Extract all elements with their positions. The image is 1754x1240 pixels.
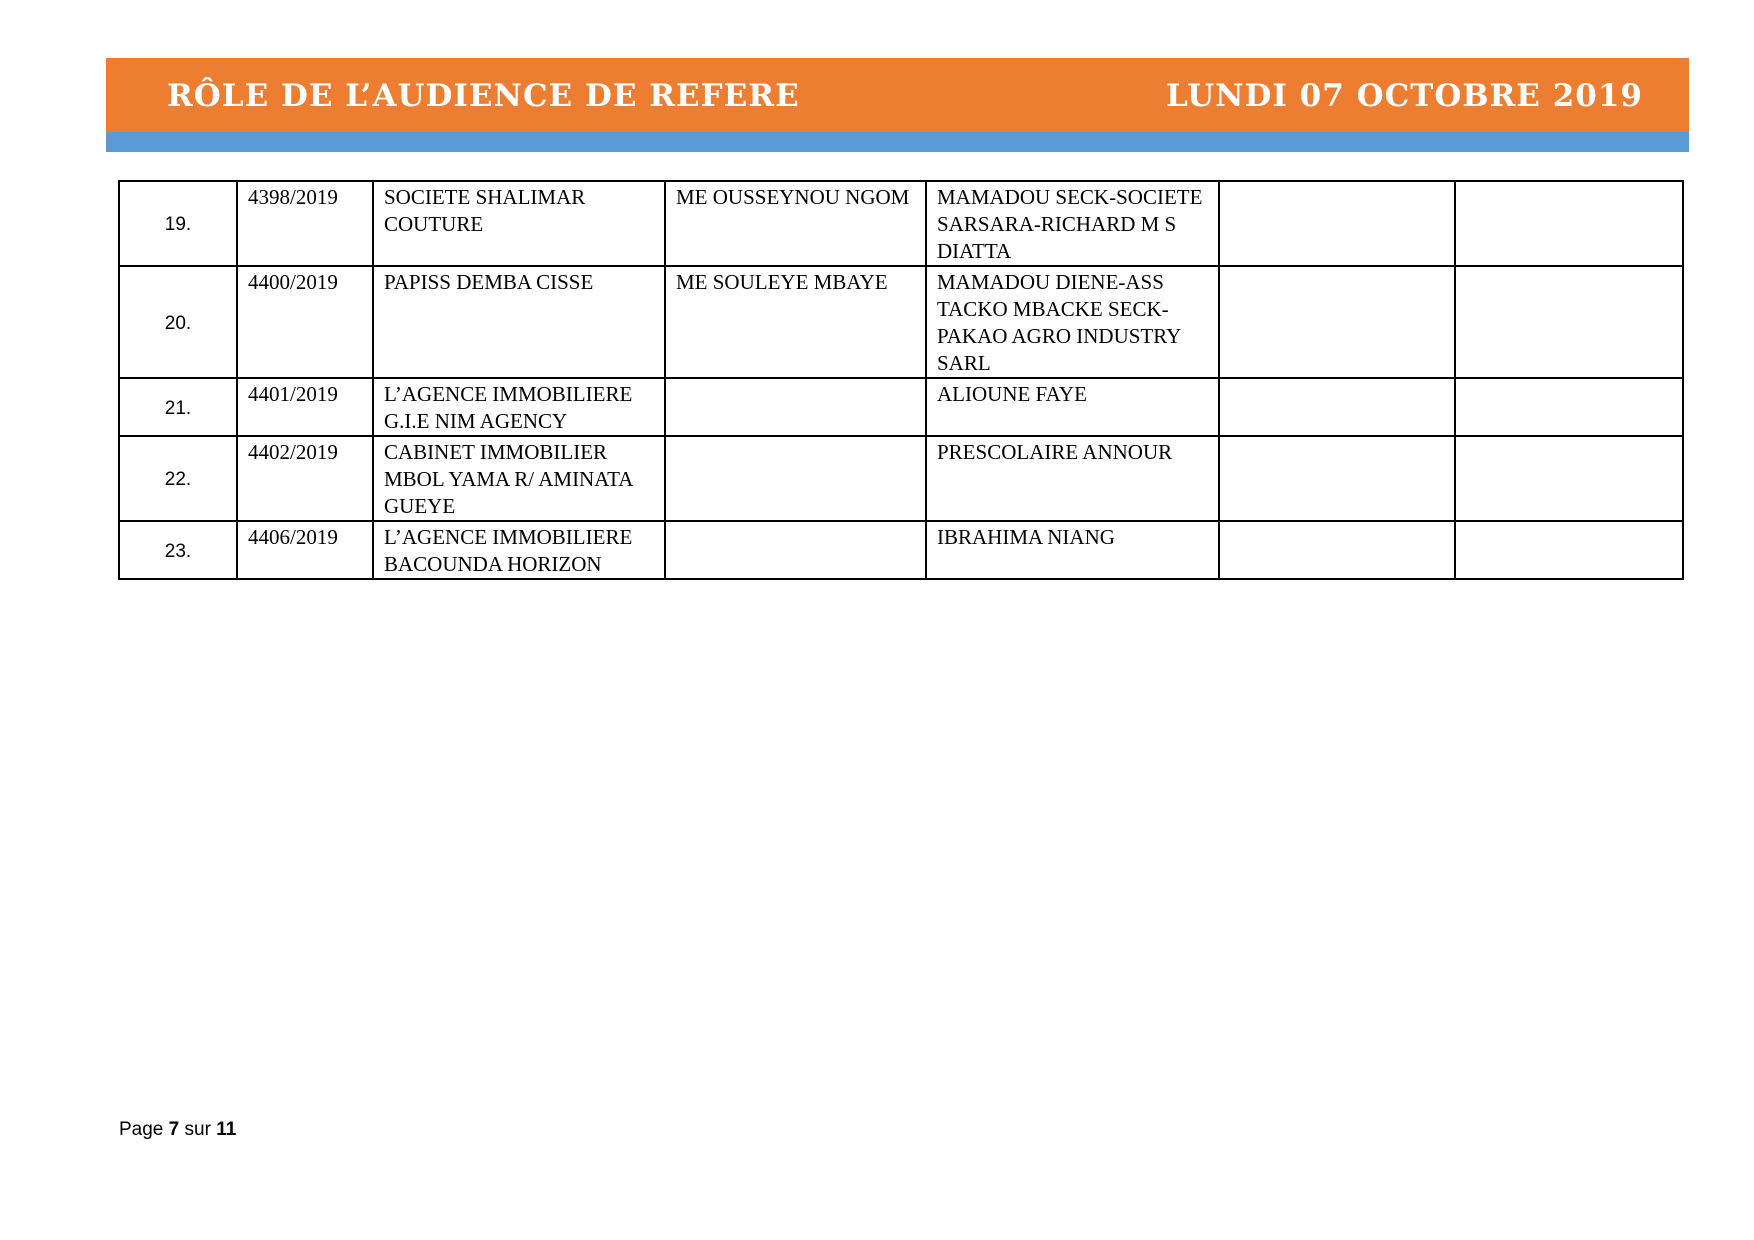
lawyer-cell: ME SOULEYE MBAYE	[665, 266, 926, 378]
empty-cell	[1219, 521, 1455, 579]
table-row	[119, 521, 1683, 579]
case-number: 4400/2019	[237, 266, 373, 378]
case-number: 4406/2019	[237, 521, 373, 579]
case-number: 4401/2019	[237, 378, 373, 436]
header-stripe	[106, 132, 1689, 152]
row-number: 22.	[119, 436, 237, 521]
defendant-cell: MAMADOU SECK-SOCIETE SARSARA-RICHARD M S DIATTA	[926, 181, 1219, 266]
defendant-cell: PRESCOLAIRE ANNOUR	[926, 436, 1219, 521]
plaintiff-cell: PAPISS DEMBA CISSE	[373, 266, 665, 378]
lawyer-cell: ME OUSSEYNOU NGOM	[665, 181, 926, 266]
row-number: 19.	[119, 181, 237, 266]
defendant-cell: ALIOUNE FAYE	[926, 378, 1219, 436]
row-number: 21.	[119, 378, 237, 436]
hearing-date: LUNDI 07 OCTOBRE 2019	[1166, 78, 1643, 114]
empty-cell	[1219, 181, 1455, 266]
empty-cell	[1455, 436, 1683, 521]
defendant-cell: MAMADOU DIENE-ASS TACKO MBACKE SECK-PAKAO AGRO INDUSTRY SARL	[926, 266, 1219, 378]
lawyer-cell	[665, 521, 926, 579]
table-row	[119, 378, 1683, 436]
total-page-count: 11	[216, 1119, 237, 1140]
table-row	[119, 266, 1683, 378]
table-row	[119, 181, 1683, 266]
plaintiff-cell: L’AGENCE IMMOBILIERE G.I.E NIM AGENCY	[373, 378, 665, 436]
current-page-number: 7	[168, 1119, 180, 1140]
empty-cell	[1455, 266, 1683, 378]
page-title: RÔLE DE L’AUDIENCE DE REFERE	[167, 78, 800, 114]
defendant-cell: IBRAHIMA NIANG	[926, 521, 1219, 579]
empty-cell	[1219, 378, 1455, 436]
case-number: 4398/2019	[237, 181, 373, 266]
footer-page-word: Page	[119, 1119, 164, 1140]
case-number: 4402/2019	[237, 436, 373, 521]
row-number: 20.	[119, 266, 237, 378]
empty-cell	[1455, 521, 1683, 579]
plaintiff-cell: CABINET IMMOBILIER MBOL YAMA R/ AMINATA GUEYE	[373, 436, 665, 521]
plaintiff-cell: SOCIETE SHALIMAR COUTURE	[373, 181, 665, 266]
table-row	[119, 436, 1683, 521]
row-number: 23.	[119, 521, 237, 579]
empty-cell	[1219, 266, 1455, 378]
hearing-schedule-table	[118, 180, 1684, 580]
page-footer	[119, 1118, 236, 1142]
empty-cell	[1455, 181, 1683, 266]
lawyer-cell	[665, 436, 926, 521]
empty-cell	[1455, 378, 1683, 436]
footer-of-word: sur	[184, 1119, 211, 1140]
empty-cell	[1219, 436, 1455, 521]
lawyer-cell	[665, 378, 926, 436]
plaintiff-cell: L’AGENCE IMMOBILIERE BACOUNDA HORIZON	[373, 521, 665, 579]
